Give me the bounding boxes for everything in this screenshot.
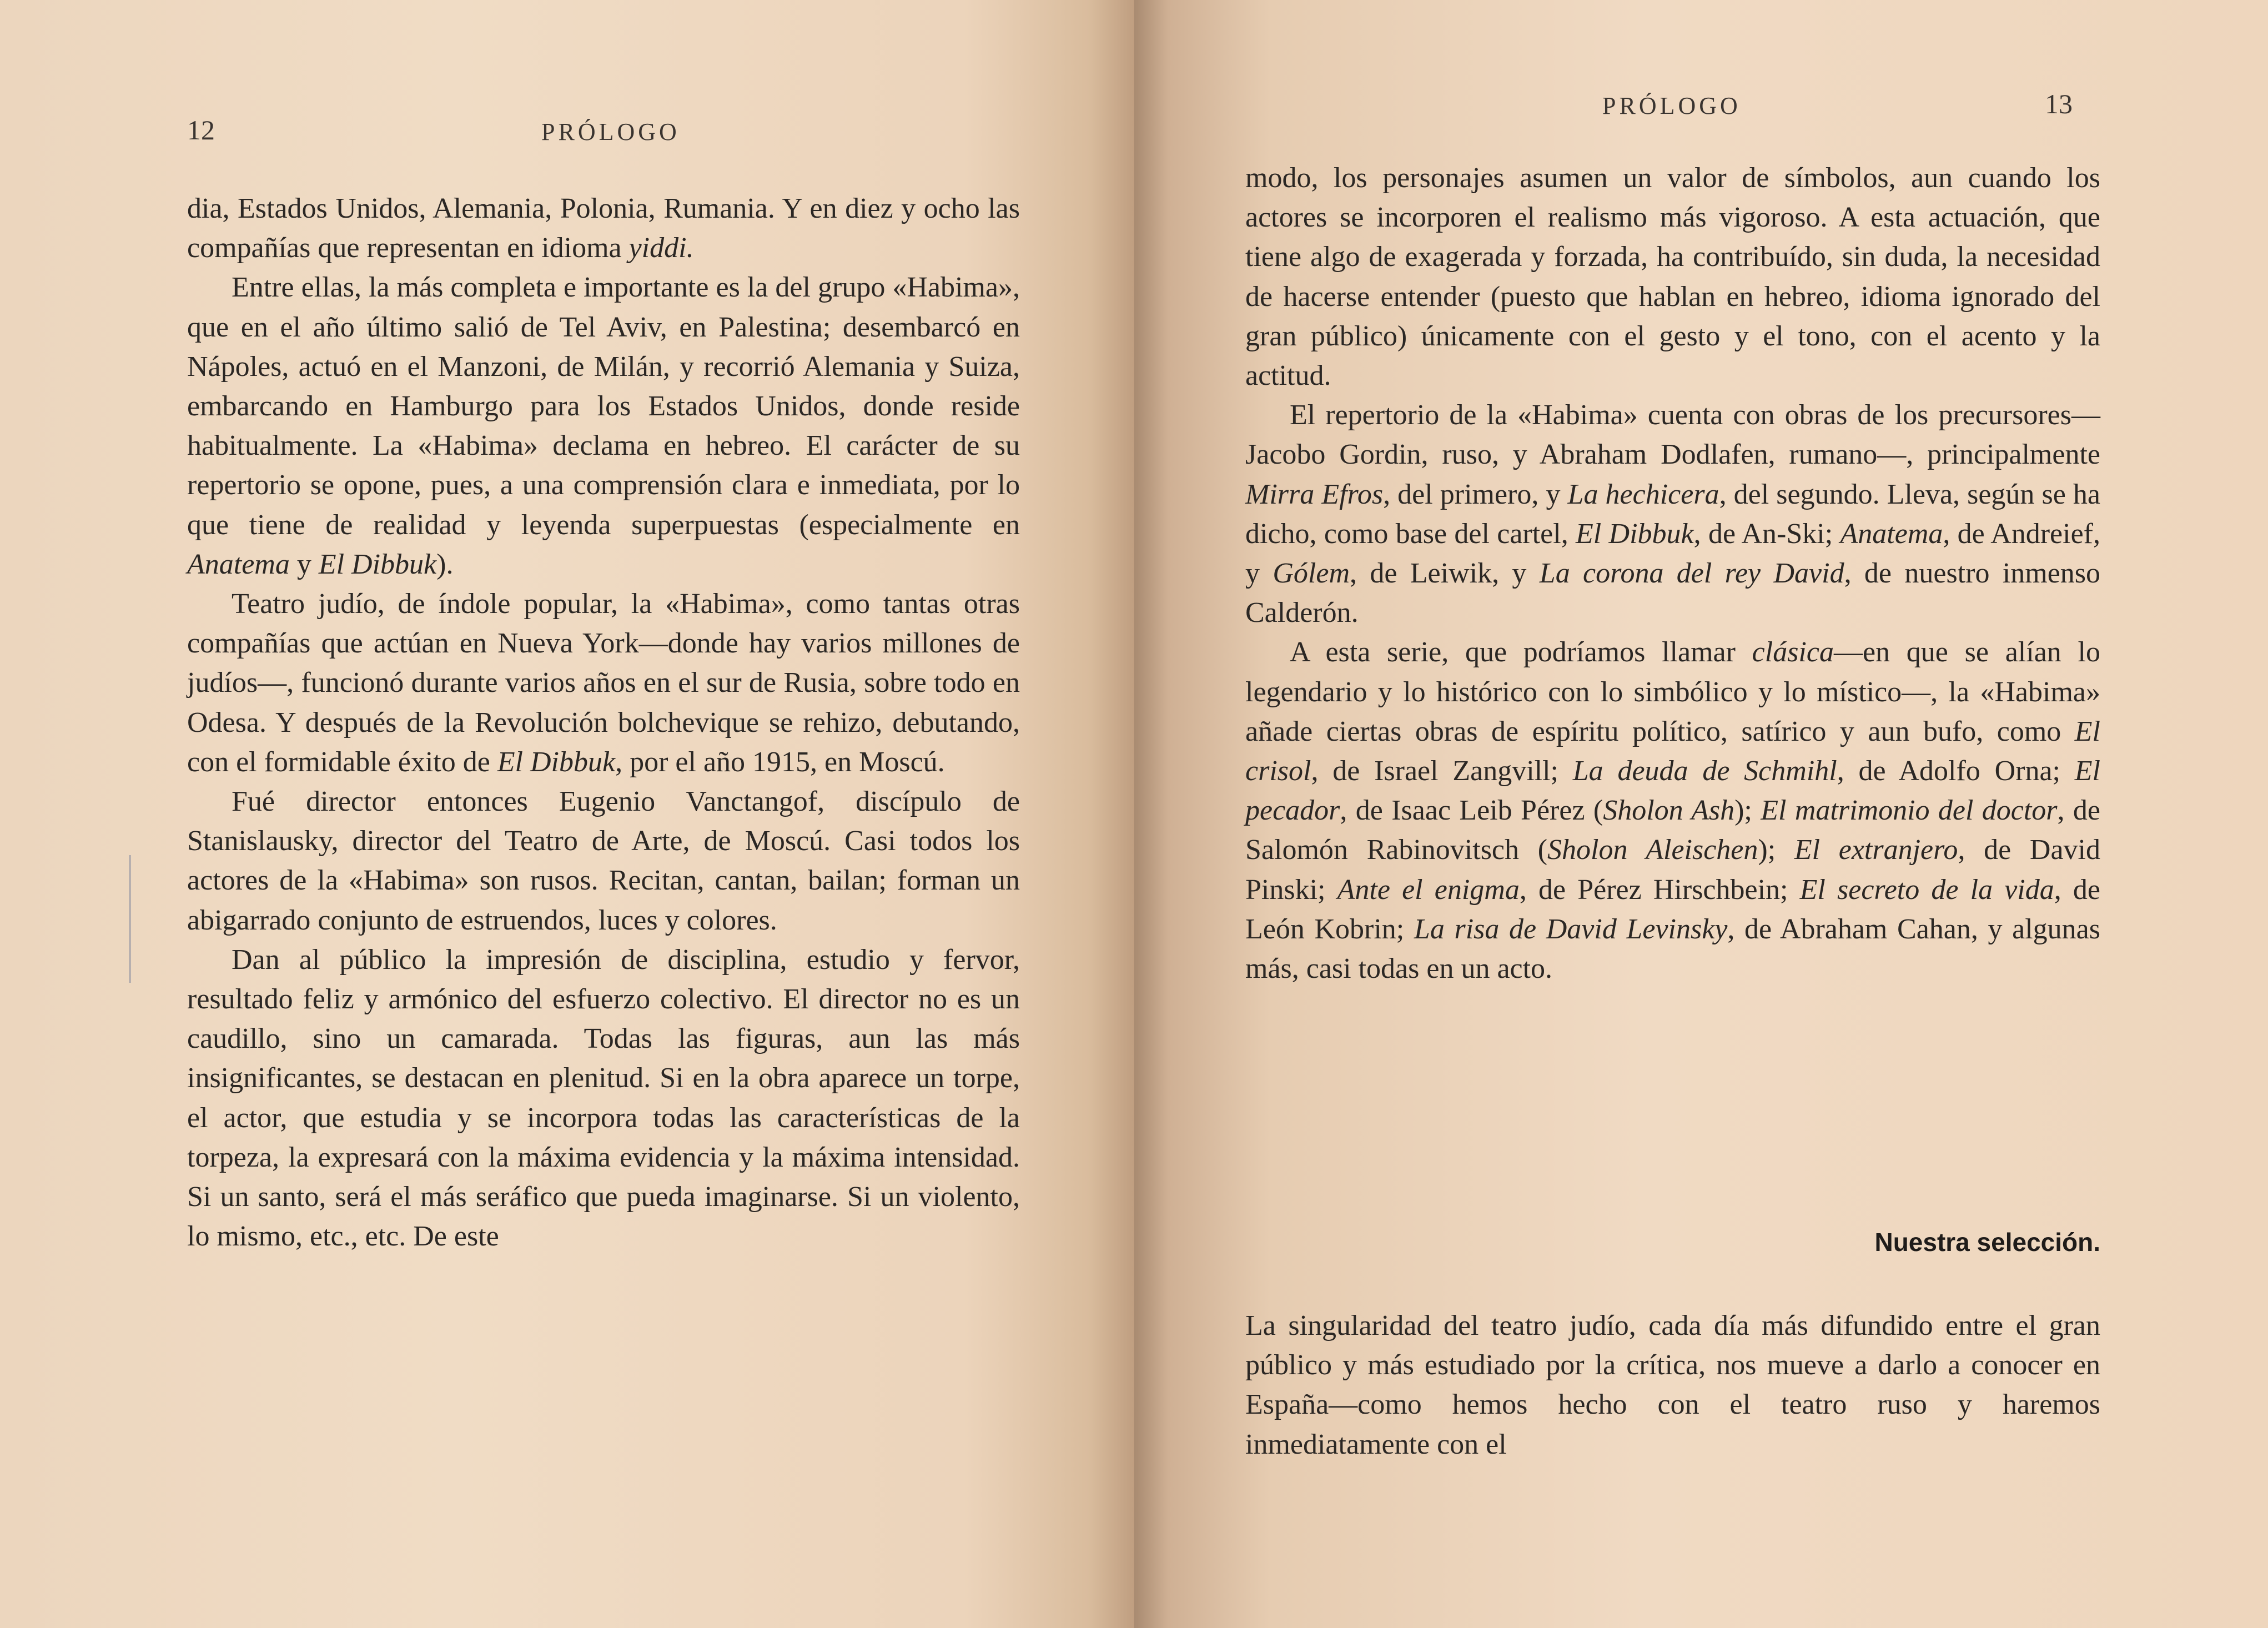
text-run: dia, Estados Unidos, Alemania, Polonia, Rumania. Y en diez y ocho las compañías que representan en idioma: [187, 193, 1020, 264]
text-run: , de Israel Zangvill;: [1311, 755, 1573, 787]
paragraph: [187, 268, 1020, 584]
italic-title: Anatema: [187, 548, 290, 580]
text-run: La singularidad del teatro judío, cada día más difundido entre el gran público y más estudiado por la crítica, nos mueve a darlo a conocer en España—como hemos hecho con el teatro ruso y haremos inmediatamente con el: [1245, 1310, 2100, 1460]
text-run: A esta serie, que podríamos llamar: [1290, 636, 1752, 669]
italic-title: Mirra Efros: [1245, 478, 1384, 510]
section-title: Nuestra selección.: [1874, 1228, 2100, 1257]
text-run: , de Adolfo Orna;: [1837, 755, 2075, 787]
text-run: , de Abraham Cahan, y algunas más, casi todas en un acto.: [1245, 913, 2100, 985]
italic-title: El Dibbuk: [318, 548, 437, 580]
text-run: , de León Kobrin;: [1245, 873, 2100, 945]
text-run: y: [289, 548, 319, 580]
text-run: , del primero, y: [1383, 478, 1568, 510]
italic-title: El matrimonio del doctor: [1761, 795, 2058, 827]
text-run: , de Andreief, y: [1245, 517, 2100, 590]
italic-title: El pecador: [1245, 755, 2100, 827]
paragraph: [187, 189, 1020, 268]
paragraph: [1245, 158, 2100, 395]
italic-title: Sholon Aleischen: [1547, 834, 1758, 866]
italic-title: El Dibbuk: [1576, 517, 1694, 550]
italic-title: El crisol: [1245, 715, 2100, 787]
text-run: Entre ellas, la más completa e importante es la del grupo «Habima», que en el año último salió de Tel Aviv, en Palestina; desembarcó en Nápoles, actuó en el Manzoni, de Milán, y recorrió Alemania y Suiza, embarcando en Hamburgo para los Estados Unidos, donde reside habitualmente. La «Habima» declama en hebreo. El carácter de su repertorio se opone, pues, a una comprensión clara e inmediata, por lo que tiene de realidad y leyenda superpuestas (especialmente en: [187, 272, 1020, 541]
text-run: );: [1758, 834, 1794, 866]
text-run: , por el año 1915, en Moscú.: [615, 746, 945, 778]
text-run: modo, los personajes asumen un valor de símbolos, aun cuando los actores se incorporen el realismo más vigoroso. A esta actuación, que tiene algo de exagerada y forzada, ha contribuído, sin duda, la necesidad de hacerse entender (puesto que hablan en hebreo, idioma ignorado del gran público) únicamente con el gesto y el tono, con el acento y la actitud.: [1245, 162, 2100, 392]
text-run: , de Pérez Hirschbein;: [1519, 873, 1800, 906]
italic-title: Sholon Ash: [1603, 795, 1735, 827]
text-run: El repertorio de la «Habima» cuenta con obras de los precursores—Jacobo Gordin, ruso, y Abraham Dodlafen, rumano—, principalmente: [1245, 399, 2100, 471]
italic-title: La deuda de Schmihl: [1572, 755, 1837, 787]
text-run: , de nuestro inmenso Calderón.: [1245, 557, 2101, 629]
italic-title: yiddi.: [628, 232, 694, 264]
italic-title: La corona del rey David: [1539, 557, 1844, 590]
section-body-text: [1245, 1306, 2100, 1464]
text-run: , de Leiwik, y: [1350, 557, 1540, 590]
page-number: 12: [187, 114, 215, 145]
italic-title: La risa de David Levinsky: [1414, 913, 1728, 945]
text-run: , de An-Ski;: [1693, 517, 1840, 550]
text-run: —en que se alían lo legendario y lo histórico con lo simbólico y lo místico—, la «Habima» añade ciertas obras de espíritu político, satírico y aun bufo, como: [1245, 636, 2100, 747]
right-body-text: [1245, 158, 2100, 988]
italic-title: El secreto de la vida: [1799, 873, 2054, 906]
paragraph: [187, 782, 1020, 940]
pencil-mark: [129, 855, 131, 983]
paragraph: [1245, 395, 2100, 632]
text-run: , del segundo. Lleva, según se ha dicho, como base del cartel,: [1245, 478, 2100, 550]
text-run: ).: [436, 548, 454, 580]
italic-title: El Dibbuk: [497, 746, 616, 778]
text-run: );: [1734, 795, 1761, 827]
running-head: PRÓLOGO: [541, 118, 680, 145]
text-run: Fué director entonces Eugenio Vanctangof, discípulo de Stanislausky, director del Teatro de Arte, de Moscú. Casi todos los actores de la «Habima» son rusos. Recitan, cantan, bailan; forman un abigarrado conjunto de estruendos, luces y colores.: [187, 786, 1020, 936]
paragraph: [1245, 632, 2100, 988]
text-run: Teatro judío, de índole popular, la «Habima», como tantas otras compañías que actúan en Nueva York—donde hay varios millones de judíos—, funcionó durante varios años en el sur de Rusia, sobre todo en Odesa. Y después de la Revolución bolchevique se rehizo, debutando, con el formidable éxito de: [187, 588, 1020, 778]
left-body-text: [187, 189, 1020, 1256]
italic-title: Gólem: [1273, 557, 1350, 590]
text-run: , de Isaac Leib Pérez (: [1340, 795, 1603, 827]
text-run: , de David Pinski;: [1245, 834, 2100, 906]
right-page: [1134, 0, 2268, 1628]
paragraph: [187, 584, 1020, 782]
running-head: PRÓLOGO: [1602, 92, 1741, 119]
italic-title: clásica: [1752, 636, 1834, 669]
italic-title: El extranjero: [1794, 834, 1958, 866]
text-run: , de Salomón Rabinovitsch (: [1245, 795, 2100, 866]
italic-title: Anatema: [1840, 517, 1943, 550]
italic-title: La hechicera: [1567, 478, 1719, 510]
text-run: Dan al público la impresión de disciplina, estudio y fervor, resultado feliz y armónico del esfuerzo colectivo. El director no es un caudillo, sino un camarada. Todas las figuras, aun las más insignificantes, se destacan en plenitud. Si en la obra aparece un torpe, el actor, que estudia y se incorpora todas las características de la torpeza, la expresará con la máxima evidencia y la máxima intensidad. Si un santo, será el más seráfico que pueda imaginarse. Si un violento, lo mismo, etc., etc. De este: [187, 943, 1020, 1253]
paragraph: [1245, 1306, 2100, 1464]
page-number: 13: [2045, 88, 2073, 119]
italic-title: Ante el enigma: [1337, 873, 1520, 906]
paragraph: [187, 940, 1020, 1257]
